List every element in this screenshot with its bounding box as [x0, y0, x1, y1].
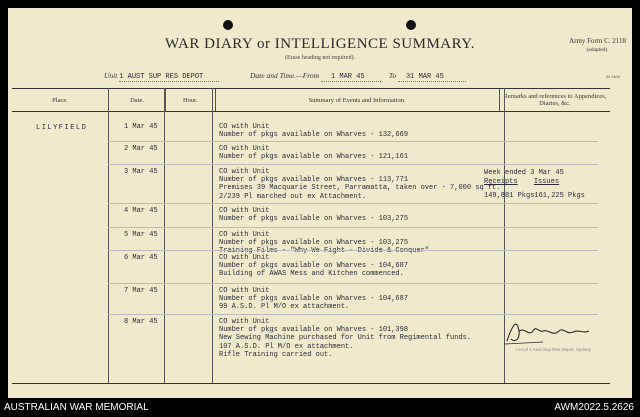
- row-separator: [108, 250, 598, 251]
- entry-line: Number of pkgs available on Wharves - 103,275: [219, 239, 409, 248]
- form-number-text: Army Form C. 2118: [569, 37, 626, 45]
- signature-caption: Lt-Col 1 Aust Sup Res Depot, Sydney: [516, 347, 592, 352]
- entry-line: CO with Unit: [219, 168, 270, 176]
- row-separator: [108, 227, 598, 228]
- column-divider: [164, 88, 165, 384]
- entry-date: 8 Mar 45: [124, 318, 158, 326]
- col-place-header: Place.: [12, 89, 109, 112]
- entry-line: Building of AWAS Mess and Kitchen commenced.: [219, 270, 404, 279]
- from-value: 1 MAR 45: [321, 73, 381, 82]
- unit-value: 1 AUST SUP RES DEPOT: [119, 73, 219, 82]
- issues-label: Issues: [533, 178, 560, 186]
- entry-line: 2/239 Pl marched out ex Attachment.: [219, 192, 367, 201]
- entry-line: Number of pkgs available on Wharves - 113,771: [219, 176, 409, 185]
- entry-date: 6 Mar 45: [124, 254, 158, 262]
- punch-hole-left: [223, 20, 233, 30]
- footer-right: AWM2022.5.2626: [554, 402, 634, 413]
- form-tag: IN 1400: [605, 74, 620, 79]
- column-divider: [212, 88, 213, 384]
- column-divider: [108, 88, 109, 384]
- entry-date: 1 Mar 45: [124, 123, 158, 131]
- entry-line: Number of pkgs available on Wharves - 104,687: [219, 295, 409, 304]
- entry-line: CO with Unit: [219, 254, 270, 262]
- entry-line: Premises 39 Macquarie Street, Parramatta, taken over - 7,000 sq ft.: [219, 184, 501, 193]
- entry-line: Rifle Training carried out.: [219, 350, 333, 359]
- remarks-block: [484, 169, 585, 201]
- entry-line: Number of pkgs available on Wharves - 103,275: [219, 215, 409, 224]
- col-date-header: Date.: [109, 89, 166, 112]
- unit-label: Unit: [104, 71, 118, 80]
- date-line: [250, 71, 466, 82]
- entry-line: Training Films - "Why We Fight - Divide & Conquer": [219, 247, 430, 256]
- entry-line: New Sewing Machine purchased for Unit from Regimental funds.: [219, 334, 472, 343]
- form-subtitle: (Erase heading not required).: [285, 55, 355, 61]
- entry-line: Number of pkgs available on Wharves - 104,687: [219, 262, 409, 271]
- receipts-label: Receipts: [484, 178, 518, 186]
- entry-line: CO with Unit: [219, 145, 270, 153]
- entry-line: Number of pkgs available on Wharves - 121,161: [219, 153, 409, 162]
- punch-hole-right: [406, 20, 416, 30]
- table-bottom-border: [12, 383, 610, 384]
- entry-line: CO with Unit: [219, 123, 270, 131]
- entry-date: 2 Mar 45: [124, 145, 158, 153]
- col-summary-header: Summary of Events and Information.: [215, 89, 499, 112]
- place-value: LILYFIELD: [36, 124, 88, 132]
- remarks-totals: 149,881 Pkgs161,225 Pkgs: [484, 192, 585, 200]
- entry-line: 107 A.S.D. Pl M/O ex attachment.: [219, 342, 354, 351]
- entry-line: CO with Unit: [219, 207, 270, 215]
- col-remarks-header: Remarks and references to Appendices, Diaries, &c.: [499, 89, 610, 112]
- entry-line: 99 A.S.D. Pl M/O ex attachment.: [219, 303, 350, 312]
- entry-line: CO with Unit: [219, 287, 270, 295]
- to-value: 31 MAR 45: [398, 73, 466, 82]
- signature: [503, 317, 603, 347]
- entry-date: 5 Mar 45: [124, 231, 158, 239]
- date-label: Date and Time.—From: [250, 71, 320, 80]
- entry-date: 3 Mar 45: [124, 168, 158, 176]
- entry-date: 4 Mar 45: [124, 207, 158, 215]
- row-separator: [108, 164, 598, 165]
- unit-line: [104, 71, 219, 82]
- remarks-headers: [484, 178, 585, 187]
- footer-left: AUSTRALIAN WAR MEMORIAL: [4, 402, 149, 413]
- remarks-week: Week ended 3 Mar 45: [484, 169, 564, 177]
- entry-date: 7 Mar 45: [124, 287, 158, 295]
- entry-line: Number of pkgs available on Wharves - 132,669: [219, 131, 409, 140]
- row-separator: [108, 283, 598, 284]
- diary-table: [12, 88, 610, 112]
- entry-line: Number of pkgs available on Wharves - 101,398: [219, 326, 409, 335]
- form-note: (adapted).: [586, 47, 609, 53]
- entry-line: CO with Unit: [219, 318, 270, 326]
- entry-line: CO with Unit: [219, 231, 270, 239]
- col-hour-header: Hour.: [166, 89, 215, 112]
- row-separator: [108, 203, 598, 204]
- to-label: To: [388, 71, 397, 80]
- form-title: WAR DIARY or INTELLIGENCE SUMMARY.: [165, 36, 475, 52]
- row-separator: [108, 314, 598, 315]
- form-number: [569, 37, 626, 55]
- row-separator: [108, 141, 598, 142]
